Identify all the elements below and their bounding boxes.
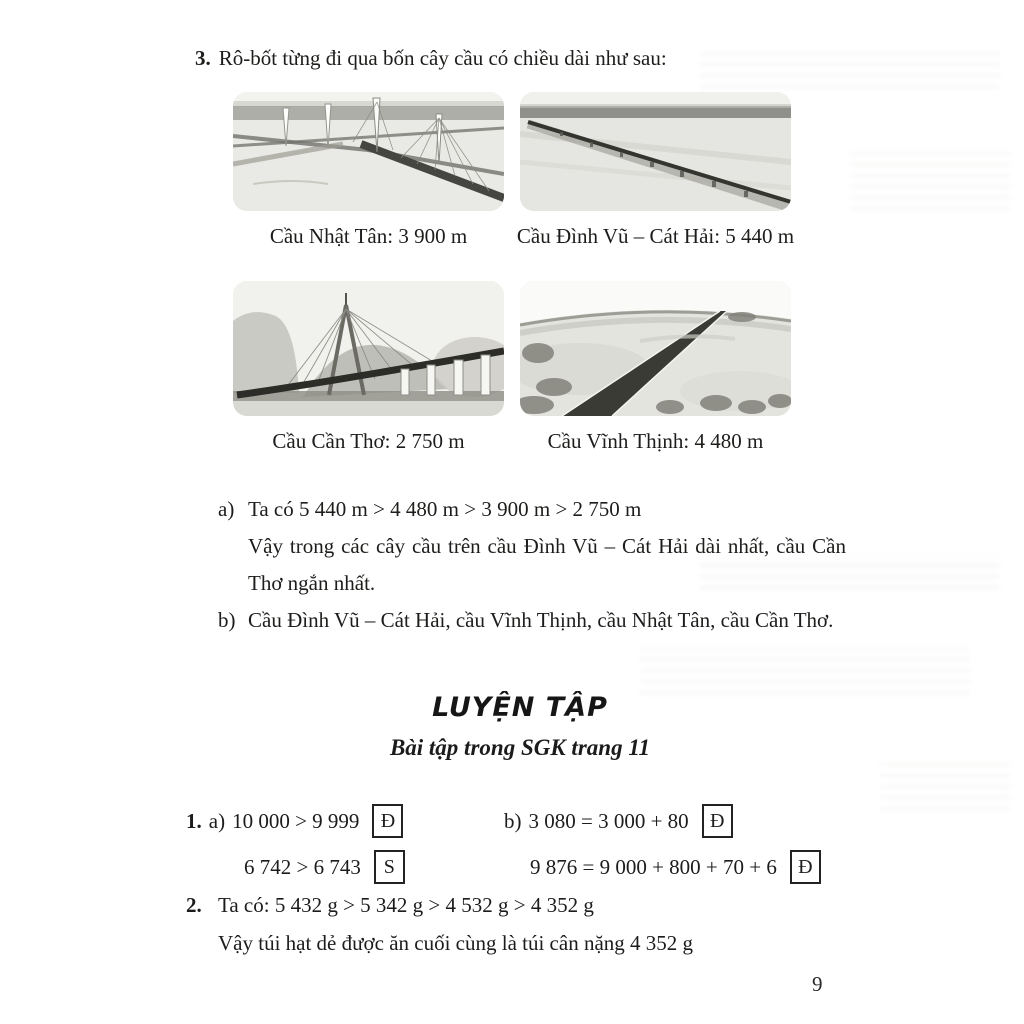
- figure-nhat-tan: [233, 92, 504, 249]
- problem1: [186, 800, 854, 888]
- bleedthrough-smudge: [850, 150, 1010, 210]
- verdict-box-b1: Đ: [702, 804, 733, 838]
- page-number: 9: [812, 972, 823, 996]
- section-subtitle: Bài tập trong SGK trang 11: [389, 735, 651, 760]
- problem3-text: Rô-bốt từng đi qua bốn cây cầu có chiều dài như sau:: [218, 46, 667, 70]
- bleedthrough-smudge: [880, 760, 1010, 810]
- problem1-b-prefix: b): [504, 808, 522, 833]
- verdict-box-a2: S: [374, 850, 405, 884]
- problem1-a-prefix: a): [208, 808, 226, 833]
- vinh-thinh-bridge-photo: [520, 281, 791, 416]
- problem2-number: 2.: [186, 893, 202, 917]
- caption-vinh-thinh: Cầu Vĩnh Thịnh: 4 480 m: [547, 429, 764, 453]
- problem3-number: 3.: [195, 46, 211, 70]
- dinh-vu-cat-hai-bridge-photo: [520, 92, 791, 211]
- problem1-b1-expression: 3 080 = 3 000 + 80: [528, 808, 689, 833]
- caption-can-tho: Cầu Cần Thơ: 2 750 m: [272, 429, 465, 453]
- problem2: [186, 886, 846, 962]
- problem1-a2-expression: 6 742 > 6 743: [244, 854, 361, 879]
- figure-dinh-vu: [516, 92, 795, 249]
- answer-b-text: Cầu Đình Vũ – Cát Hải, cầu Vĩnh Thịnh, cầu Nhật Tân, cầu Cần Thơ.: [248, 608, 834, 632]
- answer-a-prefix: a): [218, 497, 235, 521]
- can-tho-bridge-photo: [233, 281, 504, 416]
- caption-dinh-vu: Cầu Đình Vũ – Cát Hải: 5 440 m: [516, 224, 795, 248]
- caption-nhat-tan: Cầu Nhật Tân: 3 900 m: [269, 224, 468, 248]
- answer-a: [218, 491, 846, 602]
- answer-a-line2: Vậy trong các cây cầu trên cầu Đình Vũ – Cát Hải dài nhất, cầu Cần Thơ ngắn nhất.: [248, 534, 846, 595]
- verdict-box-a1: Đ: [372, 804, 403, 838]
- problem3-heading: [195, 40, 845, 77]
- problem1-a1-expression: 10 000 > 9 999: [232, 808, 360, 833]
- verdict-box-b2: Đ: [790, 850, 821, 884]
- answer-a-line1: Ta có 5 440 m > 4 480 m > 3 900 m > 2 750 m: [248, 497, 642, 521]
- problem1-b2-expression: 9 876 = 9 000 + 800 + 70 + 6: [530, 854, 777, 879]
- problem2-line2: Vậy túi hạt dẻ được ăn cuối cùng là túi cân nặng 4 352 g: [218, 931, 694, 955]
- problem1-number: 1.: [186, 808, 202, 833]
- bleedthrough-smudge: [640, 648, 970, 694]
- section-title: LUYỆN TẬP: [432, 692, 608, 723]
- figure-vinh-thinh: [520, 249, 791, 454]
- problem3-answers: [218, 491, 846, 639]
- answer-b: [218, 602, 846, 639]
- problem1-row1: [186, 800, 854, 842]
- nhat-tan-bridge-photo: [233, 92, 504, 211]
- bridge-figures: [233, 92, 795, 454]
- answer-b-prefix: b): [218, 608, 236, 632]
- problem1-row2: [186, 846, 854, 888]
- problem2-line1: Ta có: 5 432 g > 5 342 g > 4 532 g > 4 352 g: [218, 893, 594, 917]
- figure-can-tho: [233, 249, 504, 454]
